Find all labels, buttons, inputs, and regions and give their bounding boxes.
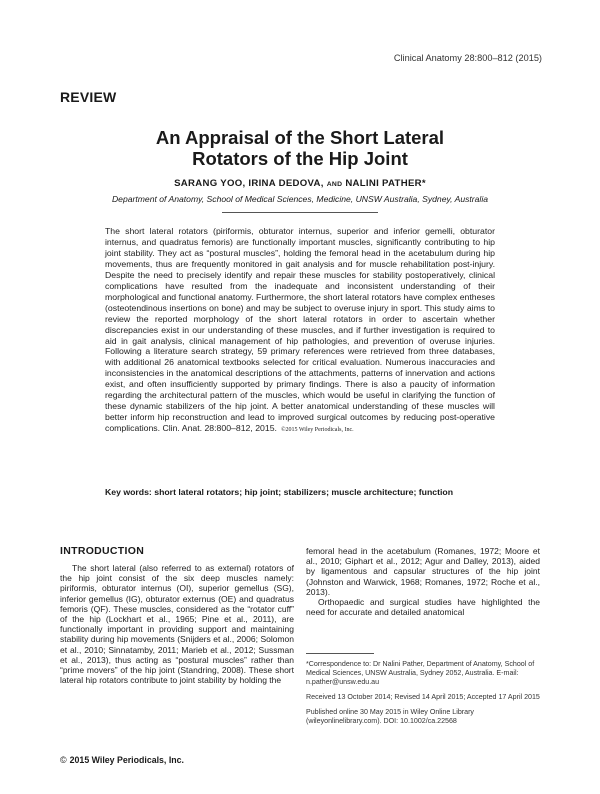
abstract-copyright: ©2015 Wiley Periodicals, Inc. [280,427,354,434]
left-column [60,545,294,685]
copyright-text: 2015 Wiley Periodicals, Inc. [69,755,184,765]
title-divider [222,212,378,213]
authors-part-2: NALINI PATHER* [345,178,426,189]
copyright-symbol: © [60,755,67,765]
correspondence-note: *Correspondence to: Dr Nalini Pather, Department of Anatomy, School of Medical Sciences, UNSW Australia, Sydney 2052, Australia. E-mail: n.pather@unsw.edu.au [306,660,535,686]
running-head: Clinical Anatomy 28:800–812 (2015) [393,53,542,63]
introduction-heading: INTRODUCTION [60,545,145,557]
intro-paragraph-2: Orthopaedic and surgical studies have highlighted the need for accurate and detailed anatomical [306,597,540,618]
article-title [60,127,540,169]
intro-paragraph-1: The short lateral (also referred to as external) rotators of the hip joint consist of the six deep muscles namely: piriformis, obturator internus (OI), superior gemellus (SG), inferior gemellus (IG), obturator externus (OE) and quadratus femoris (QF). These muscles, considered as the “rotator cuff” of the hip (Lockhart et al., 1965; Pine et al., 2011), are functionally important in providing support and maintaining stability during hip movements (Snijders et al., 2006; Solomon et al., 2010; Sinnatamby, 2011; Marieb et al., 2012; Sussman et al., 2013), thus acting as “postural muscles” rather than “prime movers” of the hip joint (Standring, 2008). These short lateral hip rotators contribute to joint stability by holding the [60,563,294,686]
author-list [60,178,540,189]
title-line-1: An Appraisal of the Short Lateral [155,127,445,148]
publication-info: Published online 30 May 2015 in Wiley Online Library (wileyonlinelibrary.com). DOI: 10.1002/ca.22568 [306,708,474,725]
authors-and: AND [326,181,343,188]
footnotes [306,660,540,732]
abstract-text: The short lateral rotators (piriformis, obturator internus, superior and inferior gemelli, obturator internus, and quadratus femoris) are functionally important muscles, significantly contributing to hip joint stability. They act as “postural muscles”, holding the femoral head in the acetabulum during hip movements, thus are frequently monitored in gait analysis and for muscle rehabilitation post-injury. Despite the need to precisely identify and repair these muscles for stability postoperatively, clinical complications have resulted from the inadequate and inconsistent understanding of their morphological and functional anatomy. Furthermore, the short lateral rotators have complex entheses (osteotendinous insertions on bone) and may be subject to overuse injury in sport. This study aims to review the reported morphology of the short lateral rotators in order to ascertain whether discrepancies exist in our understanding of these muscles, and if further investigation is required to aid in gait analysis, clinical management of hip pathologies, and prevention of overuse injuries. Following a literature search strategy, 59 primary references were retrieved from three databases, with additional 26 anatomical textbooks selected for critical evaluation. Numerous inaccuracies and inconsistencies in the anatomical descriptions of the attachments, patterns of innervation and actions exist, and often insufficiently supported by primary findings. There is also a paucity of information regarding the architectural pattern of the muscles, which would be useful in clarifying the function of these dynamic stabilizers of the hip joint. A better anatomical understanding of these muscles will better inform hip reconstruction and lead to improved surgical outcomes by reducing post-operative complications. Clin. Anat. 28:800–812, 2015. [105,226,495,434]
title-line-2: Rotators of the Hip Joint [192,148,408,169]
authors-part-1: SARANG YOO, IRINA DEDOVA, [174,178,324,189]
keywords [105,487,495,498]
footnote-divider [306,653,374,654]
abstract [105,226,495,436]
intro-paragraph-1-continued: femoral head in the acetabulum (Romanes, 1972; Moore et al., 2010; Giphart et al., 2012; Agur and Dalley, 2013), aided by ligamentous and capsular structures of the hip joint (Johnston and Warwick, 1968; Romanes, 1972; Roche et al., 2013). [306,546,540,597]
footer-copyright [60,755,184,765]
affiliation: Department of Anatomy, School of Medical Sciences, Medicine, UNSW Australia, Sydney, Australia [111,194,489,204]
section-label: REVIEW [60,89,117,105]
right-column [306,546,540,617]
keywords-text: Key words: short lateral rotators; hip joint; stabilizers; muscle architecture; function [105,487,454,497]
received-dates: Received 13 October 2014; Revised 14 April 2015; Accepted 17 April 2015 [306,693,540,701]
